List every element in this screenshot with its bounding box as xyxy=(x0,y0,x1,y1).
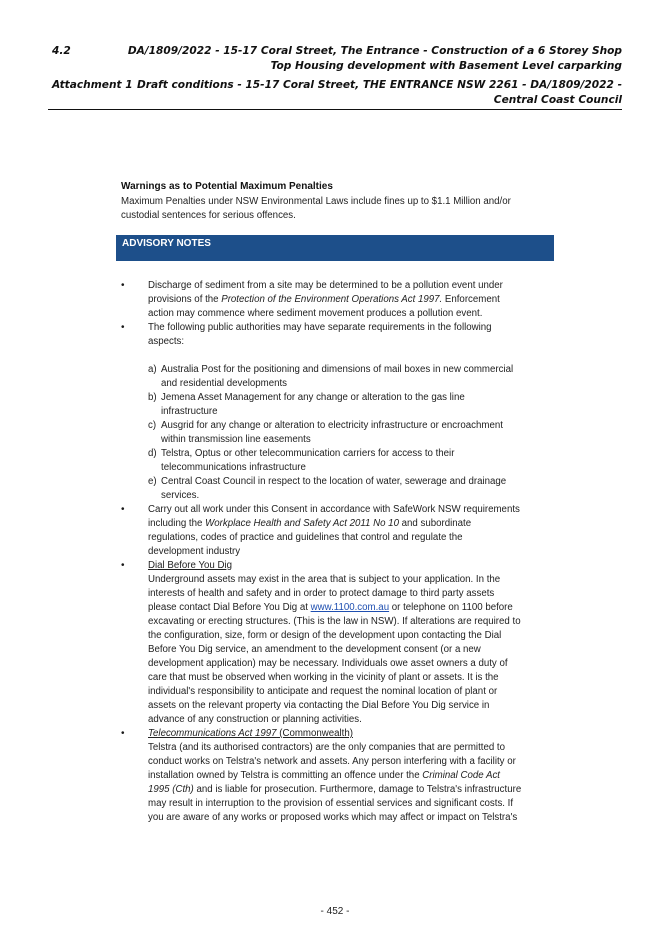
attachment-label: Attachment 1 xyxy=(52,79,133,91)
text-line: Underground assets may exist in the area that is subject to your application. In the xyxy=(148,574,501,585)
text-line: the configuration, size, form or design of the development upon contacting the Dial xyxy=(148,630,502,641)
text-line: including the Workplace Health and Safety Act 2011 No 10 and subordinate xyxy=(148,518,472,529)
text-line: regulations, codes of practice and guidelines that control and regulate the xyxy=(148,532,463,543)
page-number: - 452 - xyxy=(320,906,350,917)
text-line: custodial sentences for serious offences. xyxy=(121,210,296,221)
item-title xyxy=(128,44,622,74)
text-line: Discharge of sediment from a site may be determined to be a pollution event under xyxy=(148,280,503,291)
warnings-body xyxy=(121,195,551,223)
note-sediment xyxy=(148,279,558,321)
text-line: development application) may be necessary. Individuals owe asset owners a duty of xyxy=(148,658,508,669)
text-line: advance of any construction or planning activities. xyxy=(148,714,362,725)
text-line: care that must be observed when working in the vicinity of plant or assets. It is the xyxy=(148,672,499,683)
bullet: • xyxy=(121,504,125,515)
text-line: The following public authorities may have separate requirements in the following xyxy=(148,322,492,333)
attachment-title xyxy=(137,78,622,108)
text-line: you are aware of any works or proposed works which may affect or impact on Telstra's xyxy=(148,812,518,823)
text-line: development industry xyxy=(148,546,241,557)
item-number: 4.2 xyxy=(52,45,71,57)
text-line: please contact Dial Before You Dig at www.1100.com.au or telephone on 1100 before xyxy=(148,602,513,613)
text-line: Before You Dig service, an amendment to the development consent (or a new xyxy=(148,644,481,655)
bullet: • xyxy=(121,280,125,291)
attachment-title-line: Central Coast Council xyxy=(493,94,622,106)
note-title: Dial Before You Dig xyxy=(148,560,233,571)
text-line: individual's responsibility to anticipate and request the nominal location of plant or xyxy=(148,686,498,697)
item-title-line: Top Housing development with Basement Level carparking xyxy=(270,60,622,72)
note-title: Telecommunications Act 1997 (Commonwealth) xyxy=(148,728,353,739)
dbyd-website-link[interactable]: www.1100.com.au xyxy=(310,602,390,613)
text-line: aspects: xyxy=(148,336,185,347)
bullet: • xyxy=(121,322,125,333)
text-line: installation owned by Telstra is committing an offence under the Criminal Code Act xyxy=(148,770,500,781)
text-line: may result in interruption to the provision of essential services and significant costs. If xyxy=(148,798,514,809)
text-line: provisions of the Protection of the Environment Operations Act 1997. Enforcement xyxy=(148,294,500,305)
item-header xyxy=(48,44,622,78)
bullet: • xyxy=(121,560,125,571)
text-line: 1995 (Cth) and is liable for prosecution. Furthermore, damage to Telstra's infrastructure xyxy=(148,784,522,795)
attachment-header xyxy=(48,78,622,110)
note-dial-before-you-dig xyxy=(148,559,558,727)
text-line: action may commence where sediment movement produces a pollution event. xyxy=(148,308,483,319)
note-public-authorities xyxy=(148,321,558,349)
advisory-notes-heading: ADVISORY NOTES xyxy=(116,235,554,261)
text-line: Maximum Penalties under NSW Environmental Laws include fines up to $1.1 Million and/or xyxy=(121,196,511,207)
text-line: assets on the relevant property via contacting the Dial Before You Dig service in xyxy=(148,700,490,711)
text-line: interests of health and safety and in order to protect damage to third party assets xyxy=(148,588,495,599)
bullet: • xyxy=(121,728,125,739)
attachment-title-line: Draft conditions - 15-17 Coral Street, THE ENTRANCE NSW 2261 - DA/1809/2022 - xyxy=(137,79,622,91)
note-safework xyxy=(148,503,558,559)
warnings-title: Warnings as to Potential Maximum Penalties xyxy=(121,181,333,192)
text-line: excavating or erecting structures. (This is the law in NSW). If alterations are required to xyxy=(148,616,521,627)
item-title-line: DA/1809/2022 - 15-17 Coral Street, The Entrance - Construction of a 6 Storey Shop xyxy=(127,45,622,57)
text-line: Telstra (and its authorised contractors) are the only companies that are permitted to xyxy=(148,742,505,753)
text-line: Carry out all work under this Consent in accordance with SafeWork NSW requirements xyxy=(148,504,520,515)
note-telecommunications xyxy=(148,727,558,825)
text-line: conduct works on Telstra's network and assets. Any person interfering with a facility or xyxy=(148,756,516,767)
